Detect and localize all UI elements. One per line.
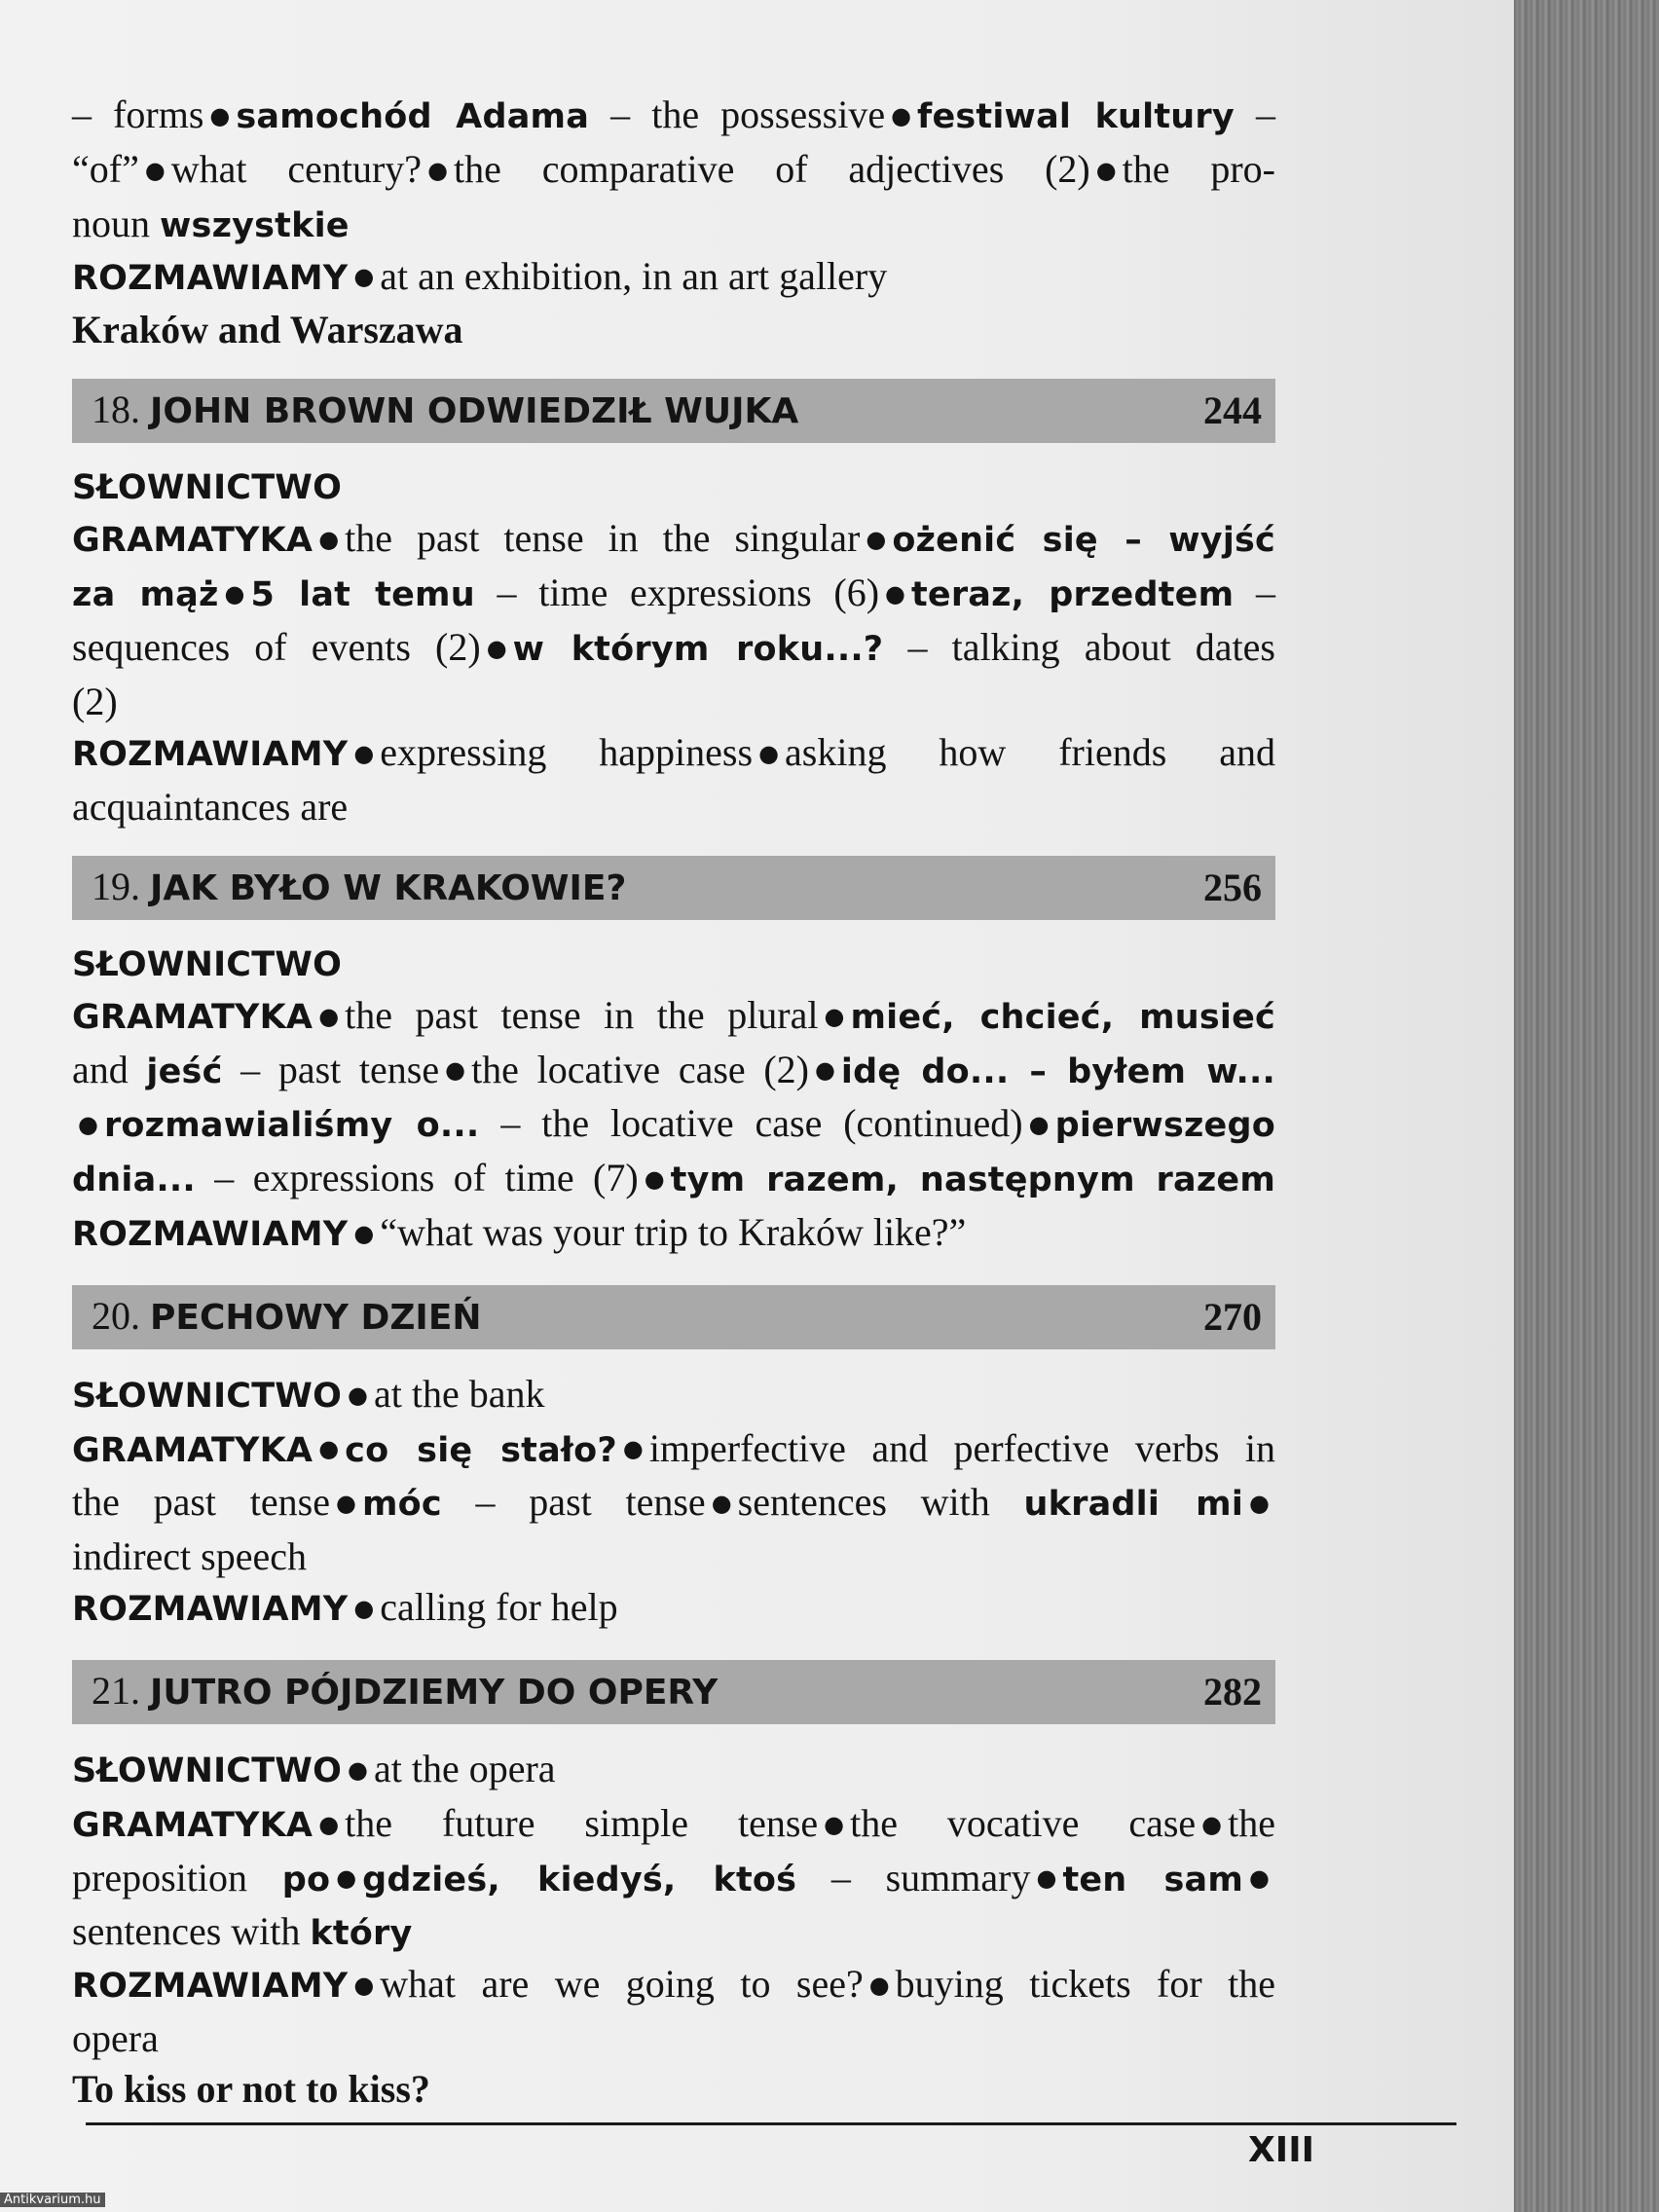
- watermark: Antikvarium.hu: [0, 2193, 105, 2207]
- chapter-page-number: 256: [1203, 865, 1262, 909]
- chapter-18-contents: SŁOWNICTWO GRAMATYKA ● the past tense in the singular ● ożenić się – wyjść za mąż ● 5 lat temu – time expressions (6) ● teraz, przedtem – sequences of events (2) ● w którym roku...? – talking about dates (2) ROZMAWIAMY ● expressing happiness ● asking how friends and acquaintances are: [72, 468, 1275, 829]
- intro-line-2: “of” ● what century? ● the comparative of adjectives (2) ● the pro-: [72, 146, 1275, 191]
- intro-line-3: noun wszystkie: [72, 201, 350, 245]
- chapter-banner-19[interactable]: 19. JAK BYŁO W KRAKOWIE? 256: [72, 856, 1275, 920]
- page-number: XIII: [1248, 2130, 1314, 2170]
- reading-title: To kiss or not to kiss?: [72, 2067, 430, 2112]
- chapter-19-contents: SŁOWNICTWO GRAMATYKA ● the past tense in the plural ● mieć, chcieć, musieć and jeść – past tense ● the locative case (2) ● idę do... – byłem w... ● rozmawialiśmy o... – the locative case (continued) ● pierwszego dnia... – expressions of time (7) ● tym razem, następnym razem ROZMAWIAMY ● “what was your trip to Kraków like?”: [72, 944, 1276, 1254]
- chapter-banner-20[interactable]: 20. PECHOWY DZIEŃ 270: [72, 1285, 1275, 1349]
- table-of-contents: [72, 90, 1275, 2115]
- chapter-banner-21[interactable]: 21. JUTRO PÓJDZIEMY DO OPERY 282: [72, 1660, 1275, 1724]
- footer-rule: [86, 2122, 1456, 2125]
- chapter-banner-18[interactable]: 18. JOHN BROWN ODWIEDZIŁ WUJKA 244: [72, 379, 1275, 443]
- intro-reading-title: Kraków and Warszawa: [72, 308, 463, 352]
- chapter-21-contents: SŁOWNICTWO ● at the opera GRAMATYKA ● the future simple tense ● the vocative case ● the preposition po ● gdzieś, kiedyś, ktoś – summary ● ten sam ● sentences with który ROZMAWIAMY ● what are we going to see? ● buying tickets for the opera To kiss or not to kiss?: [72, 1744, 1275, 2115]
- chapter-page-number: 270: [1203, 1294, 1262, 1339]
- intro-line-4: ROZMAWIAMY ● at an exhibition, in an art gallery: [72, 253, 888, 298]
- chapter-page-number: 282: [1203, 1670, 1262, 1714]
- intro-block: [72, 90, 1275, 355]
- intro-line-1: – forms ● samochód Adama – the possessive ● festiwal kultury –: [72, 92, 1275, 136]
- chapter-page-number: 244: [1203, 388, 1262, 433]
- background-surface: [1514, 0, 1659, 2212]
- chapter-20-contents: SŁOWNICTWO ● at the bank GRAMATYKA ● co się stało? ● imperfective and perfective verbs in the past tense ● móc – past tense ● sentences with ukradli mi ● indirect speech ROZMAWIAMY ● calling for help: [72, 1371, 1275, 1630]
